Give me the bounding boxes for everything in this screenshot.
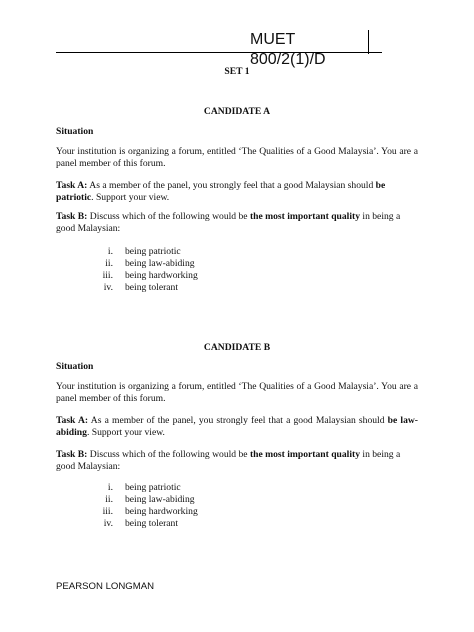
- exam-code: MUET 800/2(1)/D: [248, 30, 369, 54]
- list-item-number: i.: [107, 246, 113, 257]
- task-b-text-end: in being a good Malaysian:: [56, 449, 401, 472]
- task-a-label: Task A:: [56, 180, 88, 191]
- candidate-a-situation-label: Situation: [56, 126, 94, 137]
- list-item-number: iii.: [102, 506, 113, 517]
- list-item-number: ii.: [105, 494, 113, 505]
- task-b-emphasis: the most important quality: [249, 211, 360, 222]
- list-item-text: being law-abiding: [125, 494, 195, 505]
- task-b-text: Discuss which of the following would be: [87, 449, 250, 460]
- list-item-number: ii.: [105, 258, 113, 269]
- task-b-emphasis: the most important quality: [249, 449, 360, 460]
- candidate-b-situation-text: Your institution is organizing a forum, entitled ‘The Qualities of a Good Malaysia’. You are a panel member of this forum.: [56, 381, 418, 404]
- task-a-emphasis: be patriotic: [56, 180, 386, 203]
- task-b-label: Task B:: [56, 211, 88, 222]
- candidate-b-task-a: [56, 415, 418, 439]
- task-a-emphasis: be law-abiding: [56, 415, 418, 438]
- candidate-a-options: [56, 246, 356, 294]
- list-item-text: being hardworking: [125, 270, 198, 281]
- list-item: [56, 482, 356, 494]
- candidate-a-title: CANDIDATE A: [203, 106, 271, 117]
- list-item-number: iv.: [103, 282, 113, 293]
- task-a-text-end: . Support your view.: [91, 192, 170, 203]
- list-item-text: being law-abiding: [125, 258, 195, 269]
- candidate-a-task-a: [56, 180, 418, 204]
- candidate-b-title: CANDIDATE B: [203, 342, 271, 353]
- publisher-footer: PEARSON LONGMAN: [56, 581, 155, 592]
- task-a-text: As a member of the panel, you strongly feel that a good Malaysian should: [87, 180, 376, 191]
- task-a-text-end: . Support your view.: [86, 427, 165, 438]
- candidate-a-task-b: [56, 211, 418, 235]
- task-a-text: As a member of the panel, you strongly feel that a good Malaysian should: [88, 415, 388, 426]
- list-item-text: being tolerant: [125, 518, 179, 529]
- candidate-a-situation-text: Your institution is organizing a forum, entitled ‘The Qualities of a Good Malaysia’. You are a panel member of this forum.: [56, 146, 418, 169]
- list-item: [56, 258, 356, 270]
- candidate-b-options: [56, 482, 356, 530]
- list-item: [56, 282, 356, 294]
- list-item: [56, 494, 356, 506]
- task-b-text-end: in being a good Malaysian:: [56, 211, 401, 234]
- list-item-number: iii.: [102, 270, 113, 281]
- candidate-b-task-b: [56, 449, 418, 473]
- list-item: [56, 518, 356, 530]
- list-item-text: being tolerant: [125, 282, 179, 293]
- list-item-text: being patriotic: [125, 482, 181, 493]
- list-item: [56, 246, 356, 258]
- task-b-label: Task B:: [56, 449, 88, 460]
- list-item-text: being patriotic: [125, 246, 181, 257]
- list-item-text: being hardworking: [125, 506, 198, 517]
- list-item: [56, 270, 356, 282]
- candidate-b-situation-label: Situation: [56, 361, 94, 372]
- list-item: [56, 506, 356, 518]
- list-item-number: i.: [107, 482, 113, 493]
- list-item-number: iv.: [103, 518, 113, 529]
- header-rule: [56, 52, 382, 53]
- task-a-label: Task A:: [56, 415, 89, 426]
- set-title: SET 1: [224, 66, 250, 77]
- task-b-text: Discuss which of the following would be: [87, 211, 250, 222]
